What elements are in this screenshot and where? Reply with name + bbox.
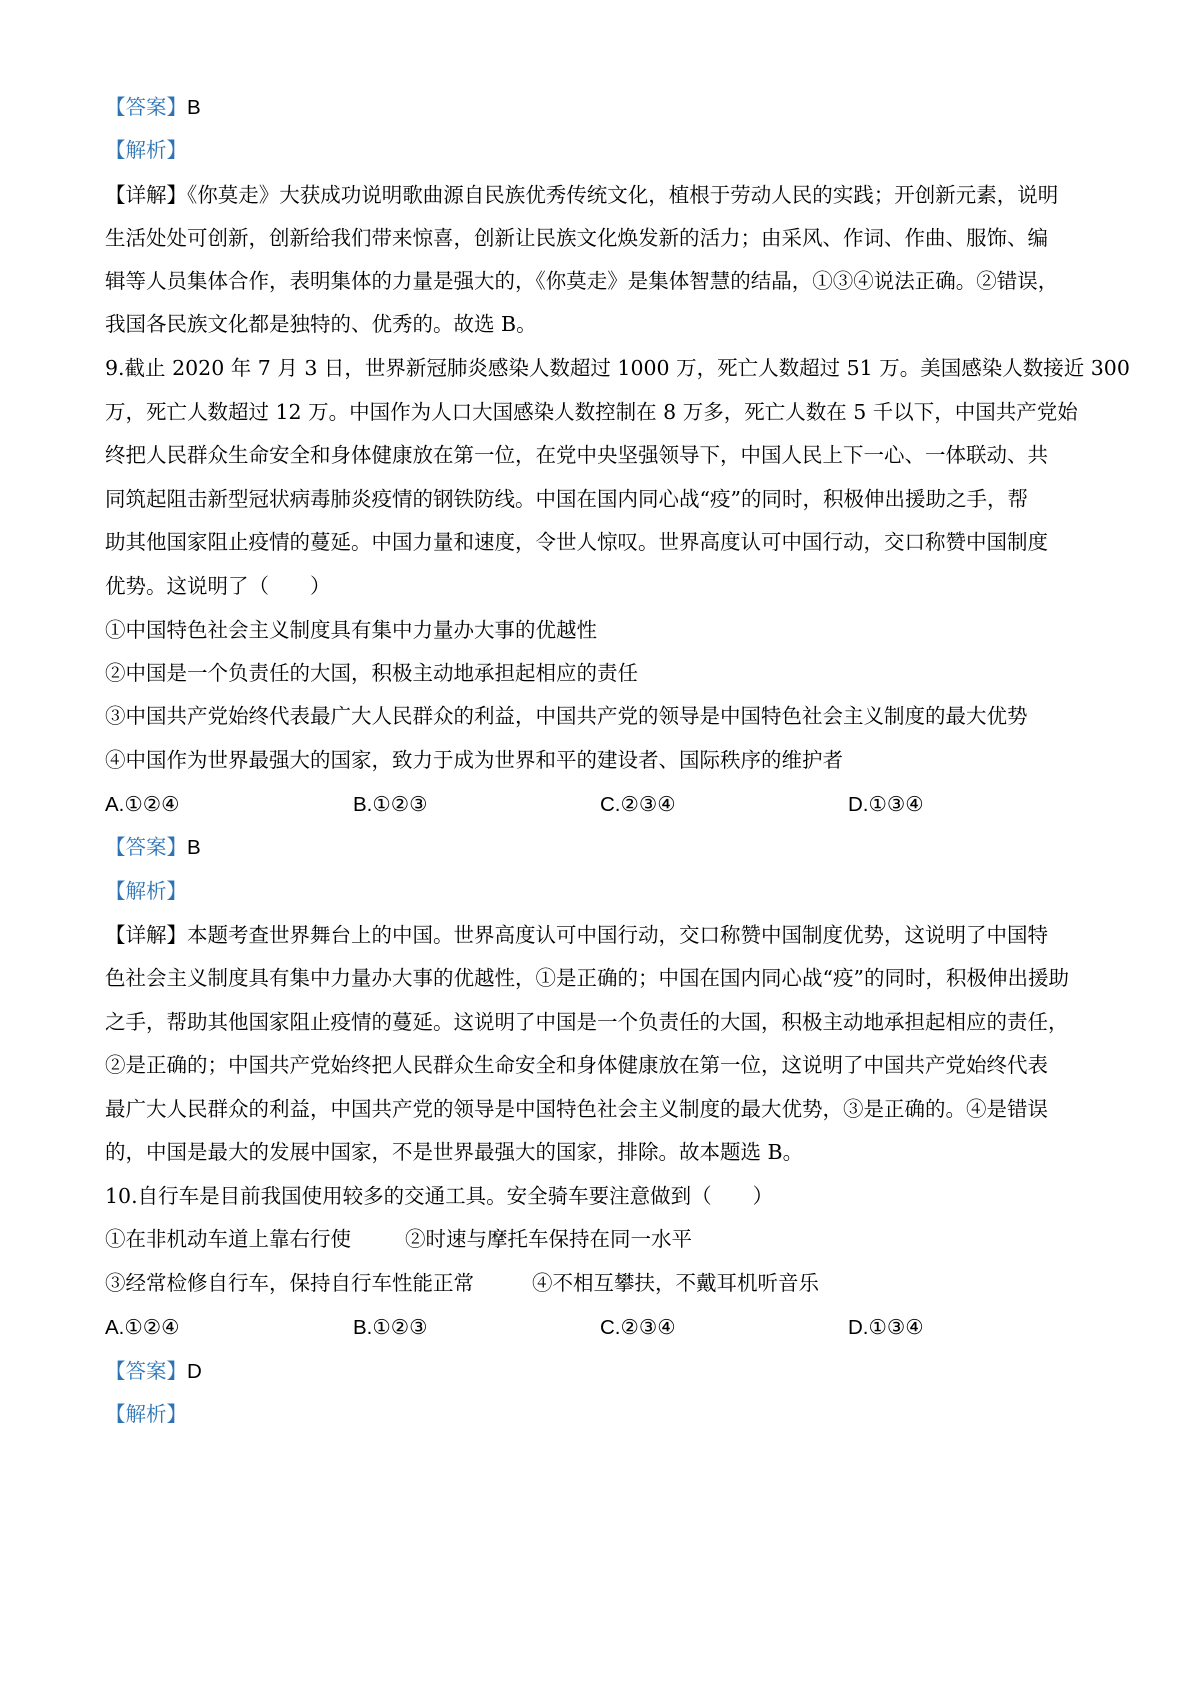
- answer-tag: 【答案】: [105, 1359, 187, 1383]
- q10-option-d: [848, 1312, 924, 1343]
- option-letter: C.: [600, 793, 621, 816]
- option-letter: D.: [848, 793, 869, 816]
- q8-detail-line: 【详解】《你莫走》大获成功说明歌曲源自民族优秀传统文化，植根于劳动人民的实践；开创新元素，说明: [105, 183, 1059, 207]
- q9-detail-line: ②是正确的；中国共产党始终把人民群众生命安全和身体健康放在第一位，这说明了中国共产党始终代表: [105, 1053, 1048, 1077]
- option-text: ①②④: [124, 792, 180, 816]
- option-text: ①③④: [868, 1315, 924, 1339]
- q9-detail-line: 的，中国是最大的发展中国家，不是世界最强大的国家，排除。故本题选 B。: [105, 1140, 804, 1164]
- q8-answer-line: [105, 92, 201, 123]
- q8-detail-line: 生活处处可创新，创新给我们带来惊喜，创新让民族文化焕发新的活力；由采风、作词、作曲、服饰、编: [105, 226, 1048, 250]
- q9-detail-line: 最广大人民群众的利益，中国共产党的领导是中国特色社会主义制度的最大优势，③是正确的。④是错误: [105, 1097, 1048, 1121]
- answer-value: B: [187, 836, 201, 859]
- q9-option-a: [105, 789, 180, 820]
- q10-statement: ②时速与摩托车保持在同一水平: [405, 1227, 692, 1251]
- q9-stem-line: 终把人民群众生命安全和身体健康放在第一位，在党中央坚强领导下，中国人民上下一心、一体联动、共: [105, 443, 1048, 467]
- option-letter: D.: [848, 1316, 869, 1339]
- q9-stem-line: 9.截止 2020 年 7 月 3 日，世界新冠肺炎感染人数超过 1000 万，死亡人数超过 51 万。美国感染人数接近 300: [105, 356, 1130, 380]
- q8-detail-line: 辑等人员集体合作，表明集体的力量是强大的，《你莫走》是集体智慧的结晶，①③④说法正确。②错误，: [105, 269, 1059, 293]
- option-letter: C.: [600, 1316, 621, 1339]
- option-text: ①②④: [124, 1315, 180, 1339]
- option-text: ①②③: [372, 792, 428, 816]
- q9-statement: ④中国作为世界最强大的国家，致力于成为世界和平的建设者、国际秩序的维护者: [105, 748, 843, 772]
- analysis-tag: 【解析】: [105, 1402, 187, 1426]
- q9-statement: ①中国特色社会主义制度具有集中力量办大事的优越性: [105, 618, 597, 642]
- q10-statement: ①在非机动车道上靠右行使: [105, 1227, 351, 1251]
- q10-answer-line: [105, 1356, 202, 1387]
- option-text: ①③④: [868, 792, 924, 816]
- answer-tag: 【答案】: [105, 835, 187, 859]
- q10-statement: ④不相互攀扶，不戴耳机听音乐: [532, 1271, 819, 1295]
- option-text: ②③④: [620, 1315, 676, 1339]
- q9-option-d: [848, 789, 924, 820]
- q8-analysis-tag: [105, 135, 187, 165]
- analysis-tag: 【解析】: [105, 138, 187, 162]
- option-letter: B.: [353, 1316, 373, 1339]
- analysis-tag: 【解析】: [105, 879, 187, 903]
- q9-analysis-tag: [105, 876, 187, 906]
- option-text: ②③④: [620, 792, 676, 816]
- q9-detail-line: 色社会主义制度具有集中力量办大事的优越性，①是正确的；中国在国内同心战“疫”的同时，积极伸出援助: [105, 966, 1069, 990]
- q10-statement: ③经常检修自行车，保持自行车性能正常: [105, 1271, 474, 1295]
- q9-option-b: [353, 789, 428, 820]
- q9-stem-line: 同筑起阻击新型冠状病毒肺炎疫情的钢铁防线。中国在国内同心战“疫”的同时，积极伸出援助之手，帮: [105, 487, 1028, 511]
- q9-answer-line: [105, 832, 201, 863]
- q8-detail-line: 我国各民族文化都是独特的、优秀的。故选 B。: [105, 312, 537, 336]
- q10-option-a: [105, 1312, 180, 1343]
- q10-analysis-tag: [105, 1399, 187, 1429]
- q9-detail-line: 之手，帮助其他国家阻止疫情的蔓延。这说明了中国是一个负责任的大国，积极主动地承担起相应的责任，: [105, 1010, 1069, 1034]
- option-letter: B.: [353, 793, 373, 816]
- q9-detail-line: 【详解】本题考查世界舞台上的中国。世界高度认可中国行动，交口称赞中国制度优势，这说明了中国特: [105, 923, 1048, 947]
- answer-tag: 【答案】: [105, 95, 187, 119]
- q10-option-c: [600, 1312, 676, 1343]
- q9-option-c: [600, 789, 676, 820]
- answer-value: D: [187, 1360, 202, 1383]
- answer-value: B: [187, 96, 201, 119]
- q9-stem-line: 助其他国家阻止疫情的蔓延。中国力量和速度，令世人惊叹。世界高度认可中国行动，交口称赞中国制度: [105, 530, 1048, 554]
- q10-option-b: [353, 1312, 428, 1343]
- q9-statement: ②中国是一个负责任的大国，积极主动地承担起相应的责任: [105, 661, 638, 685]
- q9-stem-line: 优势。这说明了（ ）: [105, 574, 331, 598]
- q10-stem: 10.自行车是目前我国使用较多的交通工具。安全骑车要注意做到（ ）: [105, 1184, 774, 1208]
- q9-statement: ③中国共产党始终代表最广大人民群众的利益，中国共产党的领导是中国特色社会主义制度的最大优势: [105, 704, 1028, 728]
- option-text: ①②③: [372, 1315, 428, 1339]
- q9-stem-line: 万，死亡人数超过 12 万。中国作为人口大国感染人数控制在 8 万多，死亡人数在 5 千以下，中国共产党始: [105, 400, 1078, 424]
- option-letter: A.: [105, 1316, 125, 1339]
- option-letter: A.: [105, 793, 125, 816]
